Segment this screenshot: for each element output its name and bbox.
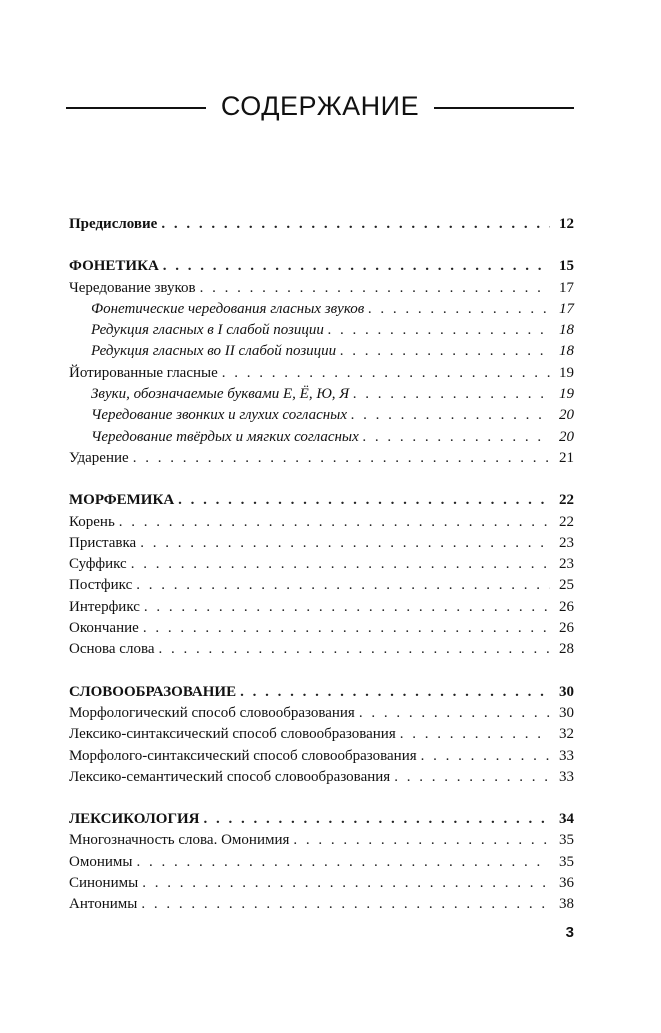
toc-entry[interactable]	[69, 873, 574, 894]
toc-entry-label: Морфологический способ словообразования	[69, 704, 355, 721]
page-number: 3	[565, 924, 574, 941]
toc-entry[interactable]	[69, 554, 574, 575]
toc-entry-page: 25	[559, 577, 574, 594]
toc-entry-label: Лексико-синтаксический способ словообразования	[69, 726, 396, 743]
toc-entry[interactable]	[69, 767, 574, 788]
toc-entry[interactable]	[69, 830, 574, 851]
toc-leader-dots	[394, 767, 550, 788]
toc-entry-label: ЛЕКСИКОЛОГИЯ	[69, 811, 200, 828]
toc-leader-dots	[136, 575, 550, 596]
toc-entry[interactable]	[69, 597, 574, 618]
toc-entry-label: Редукция гласных в I слабой позиции	[91, 322, 324, 339]
title-rule-right	[434, 107, 574, 109]
toc-entry-label: Йотированные гласные	[69, 364, 218, 381]
toc-entry-page: 15	[559, 258, 574, 275]
toc-entry-label: СЛОВООБРАЗОВАНИЕ	[69, 683, 237, 700]
toc-entry-page: 33	[559, 768, 574, 785]
toc-entry[interactable]	[69, 533, 574, 554]
toc-entry[interactable]	[69, 427, 574, 448]
toc-entry-page: 18	[559, 322, 574, 339]
toc-entry[interactable]	[69, 575, 574, 596]
toc-entry-label: Приставка	[69, 534, 137, 551]
toc-entry-page: 36	[559, 875, 574, 892]
toc-section	[69, 809, 574, 915]
toc-entry[interactable]	[69, 639, 574, 660]
toc-entry-label: Антонимы	[69, 896, 138, 913]
toc-entry[interactable]	[69, 746, 574, 767]
toc-leader-dots	[293, 830, 550, 851]
toc-entry-label: Ударение	[69, 449, 129, 466]
toc-entry-page: 35	[559, 832, 574, 849]
toc-entry-label: Многозначность слова. Омонимия	[69, 832, 290, 849]
toc-leader-dots	[131, 554, 550, 575]
toc-entry[interactable]	[69, 341, 574, 362]
toc-leader-dots	[204, 809, 551, 830]
toc-entry-page: 23	[559, 556, 574, 573]
toc-section	[69, 682, 574, 788]
toc-entry-label: Предисловие	[69, 216, 158, 232]
toc-entry-page: 30	[559, 704, 574, 721]
toc-entry[interactable]	[69, 363, 574, 384]
toc-leader-dots	[421, 746, 550, 767]
toc-entry-page: 26	[559, 598, 574, 615]
toc-leader-dots	[141, 894, 550, 915]
toc-leader-dots	[136, 852, 550, 873]
toc-entry[interactable]	[69, 894, 574, 915]
toc-entry-label: Звуки, обозначаемые буквами Е, Ё, Ю, Я	[91, 386, 350, 403]
toc-leader-dots	[133, 448, 550, 469]
toc-leader-dots	[142, 873, 550, 894]
toc-entry-page: 38	[559, 896, 574, 913]
toc-entry-page: 33	[559, 747, 574, 764]
toc-entry-label: Морфолого-синтаксический способ словообразования	[69, 747, 417, 764]
toc-entry-page: 17	[559, 300, 574, 317]
toc-leader-dots	[400, 724, 550, 745]
toc-entry-label: ФОНЕТИКА	[69, 258, 159, 275]
toc-entry-page: 18	[559, 343, 574, 360]
toc-entry[interactable]	[69, 490, 574, 511]
toc-entry[interactable]	[69, 320, 574, 341]
toc-leader-dots	[353, 384, 550, 405]
toc-leader-dots	[368, 299, 550, 320]
toc-entry-page: 17	[559, 279, 574, 296]
toc-entry-label: Фонетические чередования гласных звуков	[91, 300, 365, 317]
toc-leader-dots	[359, 703, 550, 724]
toc-entry-page: 12	[559, 216, 574, 232]
toc-leader-dots	[140, 533, 550, 554]
page-title: СОДЕРЖАНИЕ	[220, 91, 420, 121]
toc-entry-page: 20	[559, 428, 574, 445]
toc-entry-label: Окончание	[69, 620, 139, 637]
toc-leader-dots	[144, 597, 550, 618]
toc-entry-page: 28	[559, 641, 574, 658]
toc-entry-label: Корень	[69, 513, 115, 530]
toc-entry-page: 22	[559, 513, 574, 530]
toc-entry-label: Суффикс	[69, 556, 127, 573]
toc-entry-page: 34	[559, 811, 574, 828]
toc-entry-label: Интерфикс	[69, 598, 140, 615]
toc-entry-page: 19	[559, 364, 574, 381]
toc-leader-dots	[328, 320, 550, 341]
toc-entry[interactable]	[69, 448, 574, 469]
title-block	[66, 86, 574, 126]
toc-leader-dots	[143, 618, 550, 639]
toc-leader-dots	[240, 682, 550, 703]
toc-entry[interactable]	[69, 618, 574, 639]
toc-leader-dots	[351, 405, 550, 426]
toc-section	[69, 256, 574, 469]
toc-entry-page: 21	[559, 449, 574, 466]
table-of-contents	[69, 214, 574, 937]
toc-entry-page: 22	[559, 492, 574, 509]
toc-entry[interactable]	[69, 852, 574, 873]
toc-entry[interactable]	[69, 278, 574, 299]
toc-entry-label: Чередование звуков	[69, 279, 196, 296]
toc-entry-page: 30	[559, 683, 574, 700]
toc-entry-label: Чередование твёрдых и мягких согласных	[91, 428, 359, 445]
toc-entry-label: Чередование звонких и глухих согласных	[91, 407, 348, 424]
toc-entry[interactable]	[69, 703, 574, 724]
toc-entry[interactable]	[69, 299, 574, 320]
toc-entry-label: МОРФЕМИКА	[69, 492, 175, 509]
toc-entry[interactable]	[69, 724, 574, 745]
toc-entry-label: Основа слова	[69, 641, 155, 658]
toc-entry[interactable]	[69, 384, 574, 405]
toc-entry-page: 23	[559, 534, 574, 551]
toc-entry-page: 20	[559, 407, 574, 424]
toc-leader-dots	[363, 427, 550, 448]
toc-entry[interactable]	[69, 256, 574, 277]
toc-entry-page: 35	[559, 853, 574, 870]
toc-entry-label: Постфикс	[69, 577, 133, 594]
toc-leader-dots	[119, 512, 550, 533]
toc-entry-page: 32	[559, 726, 574, 743]
toc-entry-label: Редукция гласных во II слабой позиции	[91, 343, 337, 360]
toc-entry[interactable]	[69, 682, 574, 703]
toc-leader-dots	[222, 363, 550, 384]
toc-leader-dots	[200, 278, 550, 299]
toc-entry-label: Лексико-семантический способ словообразования	[69, 768, 391, 785]
toc-entry[interactable]	[69, 809, 574, 830]
toc-section	[69, 214, 574, 235]
toc-entry[interactable]	[69, 214, 574, 235]
toc-leader-dots	[340, 341, 550, 362]
toc-entry-page: 26	[559, 620, 574, 637]
toc-entry[interactable]	[69, 512, 574, 533]
toc-leader-dots	[163, 256, 550, 277]
toc-section	[69, 490, 574, 660]
toc-entry[interactable]	[69, 405, 574, 426]
toc-leader-dots	[159, 639, 551, 660]
toc-leader-dots	[178, 490, 550, 511]
toc-leader-dots	[161, 214, 550, 235]
toc-entry-page: 19	[559, 386, 574, 403]
toc-entry-label: Омонимы	[69, 853, 133, 870]
toc-entry-label: Синонимы	[69, 875, 139, 892]
